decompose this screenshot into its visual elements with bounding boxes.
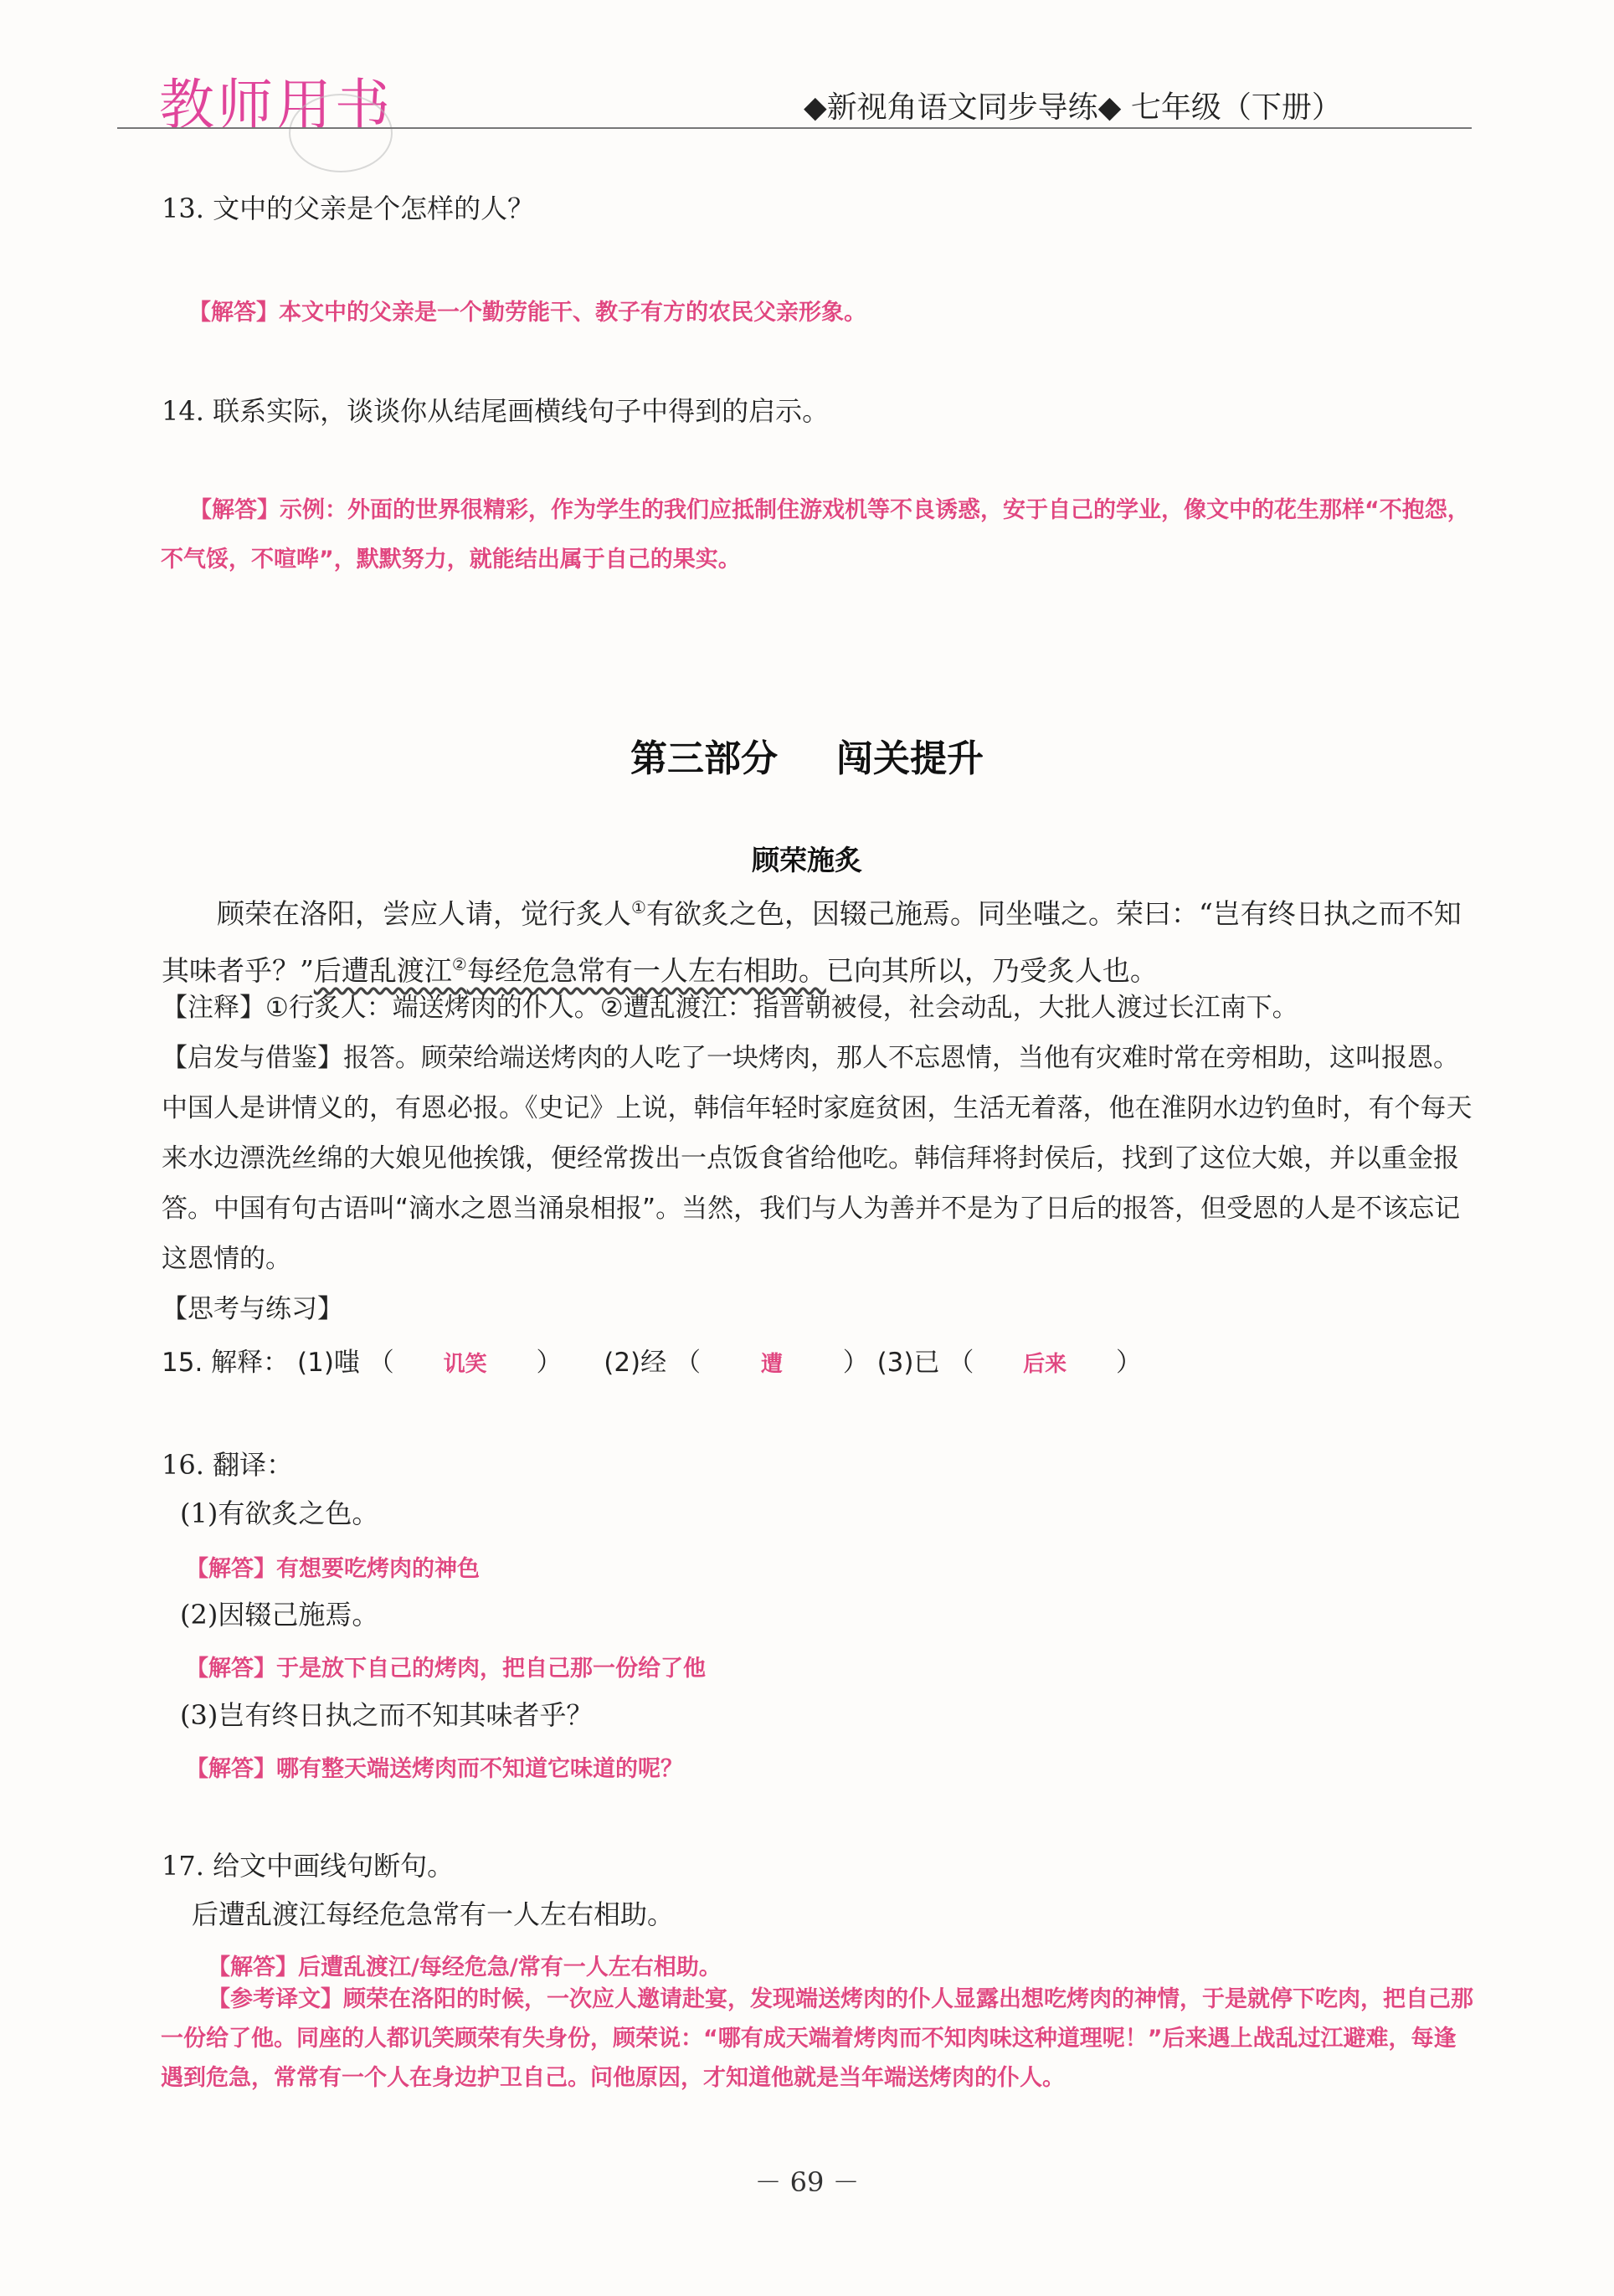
underlined-a: 后遭乱渡江 (313, 954, 452, 987)
question-16: 16. 翻译： (162, 1449, 294, 1481)
reference-translation: 【参考译文】顾荣在洛阳的时候，一次应人邀请赴宴，发现端送烤肉的仆人显露出想吃烤肉的神情，于是就停下吃肉，把自己那一份给了他。同座的人都讥笑顾荣有失身份，顾荣说：“哪有成天端着烤肉而不知肉味这种道理呢！”后来遇上战乱过江避难，每逢遇到危急，常常有一个人在身边护卫自己。问他原因，才知道他就是当年端送烤肉的仆人。 (161, 1986, 1473, 2091)
q15-item-2-label: (2)经 （ (604, 1348, 701, 1378)
article-text (162, 882, 1476, 996)
q15-item-3-close: ） (1116, 1348, 1143, 1378)
series-title: ◆新视角语文同步导练◆ 七年级（下册） (804, 90, 1342, 125)
annotation-notes: 【注释】①行炙人：端送烤肉的仆人。②遭乱渡江：指晋朝被侵，社会动乱，大批人渡过长江南下。 (162, 993, 1298, 1023)
q15-prefix: 15. 解释： (162, 1348, 290, 1378)
question-17: 17. 给文中画线句断句。 (162, 1850, 455, 1882)
q17-sentence: 后遭乱渡江每经危急常有一人左右相助。 (192, 1898, 675, 1930)
stamp-text (290, 112, 391, 124)
underlined-b: 每经危急常有一人左右相助。 (466, 954, 826, 987)
q16-item-3: (3)岂有终日执之而不知其味者乎？ (180, 1699, 594, 1731)
question-15 (162, 1341, 1142, 1379)
article-title: 顾荣施炙 (752, 844, 862, 876)
practice-heading: 【思考与练习】 (162, 1294, 343, 1324)
answer-13: 【解答】本文中的父亲是一个勤劳能干、教子有方的农民父亲形象。 (188, 300, 866, 326)
q16-answer-1: 【解答】有想要吃烤肉的神色 (186, 1556, 480, 1582)
stamp-seal (289, 94, 393, 172)
page-number: － 69 － (754, 2166, 860, 2198)
inspiration-text: 【启发与借鉴】报答。顾荣给端送烤肉的人吃了一块烤肉，那人不忘恩情，当他有灾难时常在旁相助，这叫报恩。中国人是讲情义的，有恩必报。《史记》上说，韩信年轻时家庭贫困，生活无着落，他在淮阴水边钓鱼时，有个每天来水边漂洗丝绵的大娘见他挨饿，便经常拨出一点饭食省给他吃。韩信拜将封侯后，找到了这位大娘，并以重金报答。中国有句古语叫“滴水之恩当涌泉相报”。当然，我们与人为善并不是为了日后的报答，但受恩的人是不该忘记这恩情的。 (162, 1043, 1473, 1274)
q16-answer-3: 【解答】哪有整天端送烤肉而不知道它味道的呢？ (186, 1756, 683, 1782)
q15-item-3-label: (3)已 （ (876, 1348, 974, 1378)
note-ref-1: ① (631, 897, 646, 917)
q17-answer: 【解答】后遭乱渡江/每经危急/常有一人左右相助。 (208, 1954, 722, 1980)
question-13: 13. 文中的父亲是个怎样的人？ (162, 193, 535, 224)
q15-item-2-close: ） (842, 1348, 869, 1378)
q16-item-2: (2)因辍己施焉。 (180, 1599, 379, 1631)
watermark-1 (285, 1528, 307, 1586)
q15-item-1-label: (1)嗤 （ (297, 1348, 394, 1378)
section-title (0, 728, 1614, 782)
q15-item-3-answer: 后来 (1023, 1352, 1067, 1377)
q16-item-1: (1)有欲炙之色。 (180, 1497, 379, 1529)
answer-14: 【解答】示例：外面的世界很精彩，作为学生的我们应抵制住游戏机等不良诱惑，安于自己的学业，像文中的花生那样“不抱怨，不气馁，不喧哗”，默默努力，就能结出属于自己的果实。 (161, 497, 1470, 573)
note-ref-2: ② (451, 954, 467, 974)
q15-item-2-answer: 遭 (760, 1352, 783, 1377)
q15-item-1-close: ） (536, 1348, 563, 1378)
question-14: 14. 联系实际，谈谈你从结尾画横线句子中得到的启示。 (162, 395, 830, 427)
header-divider (117, 127, 1472, 129)
article-text-c: 已向其所以，乃受炙人也。 (825, 954, 1158, 987)
q15-item-1-answer: 讥笑 (443, 1352, 487, 1377)
q16-answer-2: 【解答】于是放下自己的烤肉，把自己那一份给了他 (186, 1656, 706, 1682)
article-text-b: 有欲炙之色，因辍己施焉。同坐嗤之。荣曰：“岂有终日执之而不知其味者乎？” (162, 897, 1462, 987)
article-text-a: 顾荣在洛阳，尝应人请，觉行炙人 (217, 897, 631, 930)
brand-title: 教师用书 (159, 73, 393, 137)
section-part: 第三部分 (630, 737, 778, 780)
section-name: 闯关提升 (836, 737, 984, 780)
